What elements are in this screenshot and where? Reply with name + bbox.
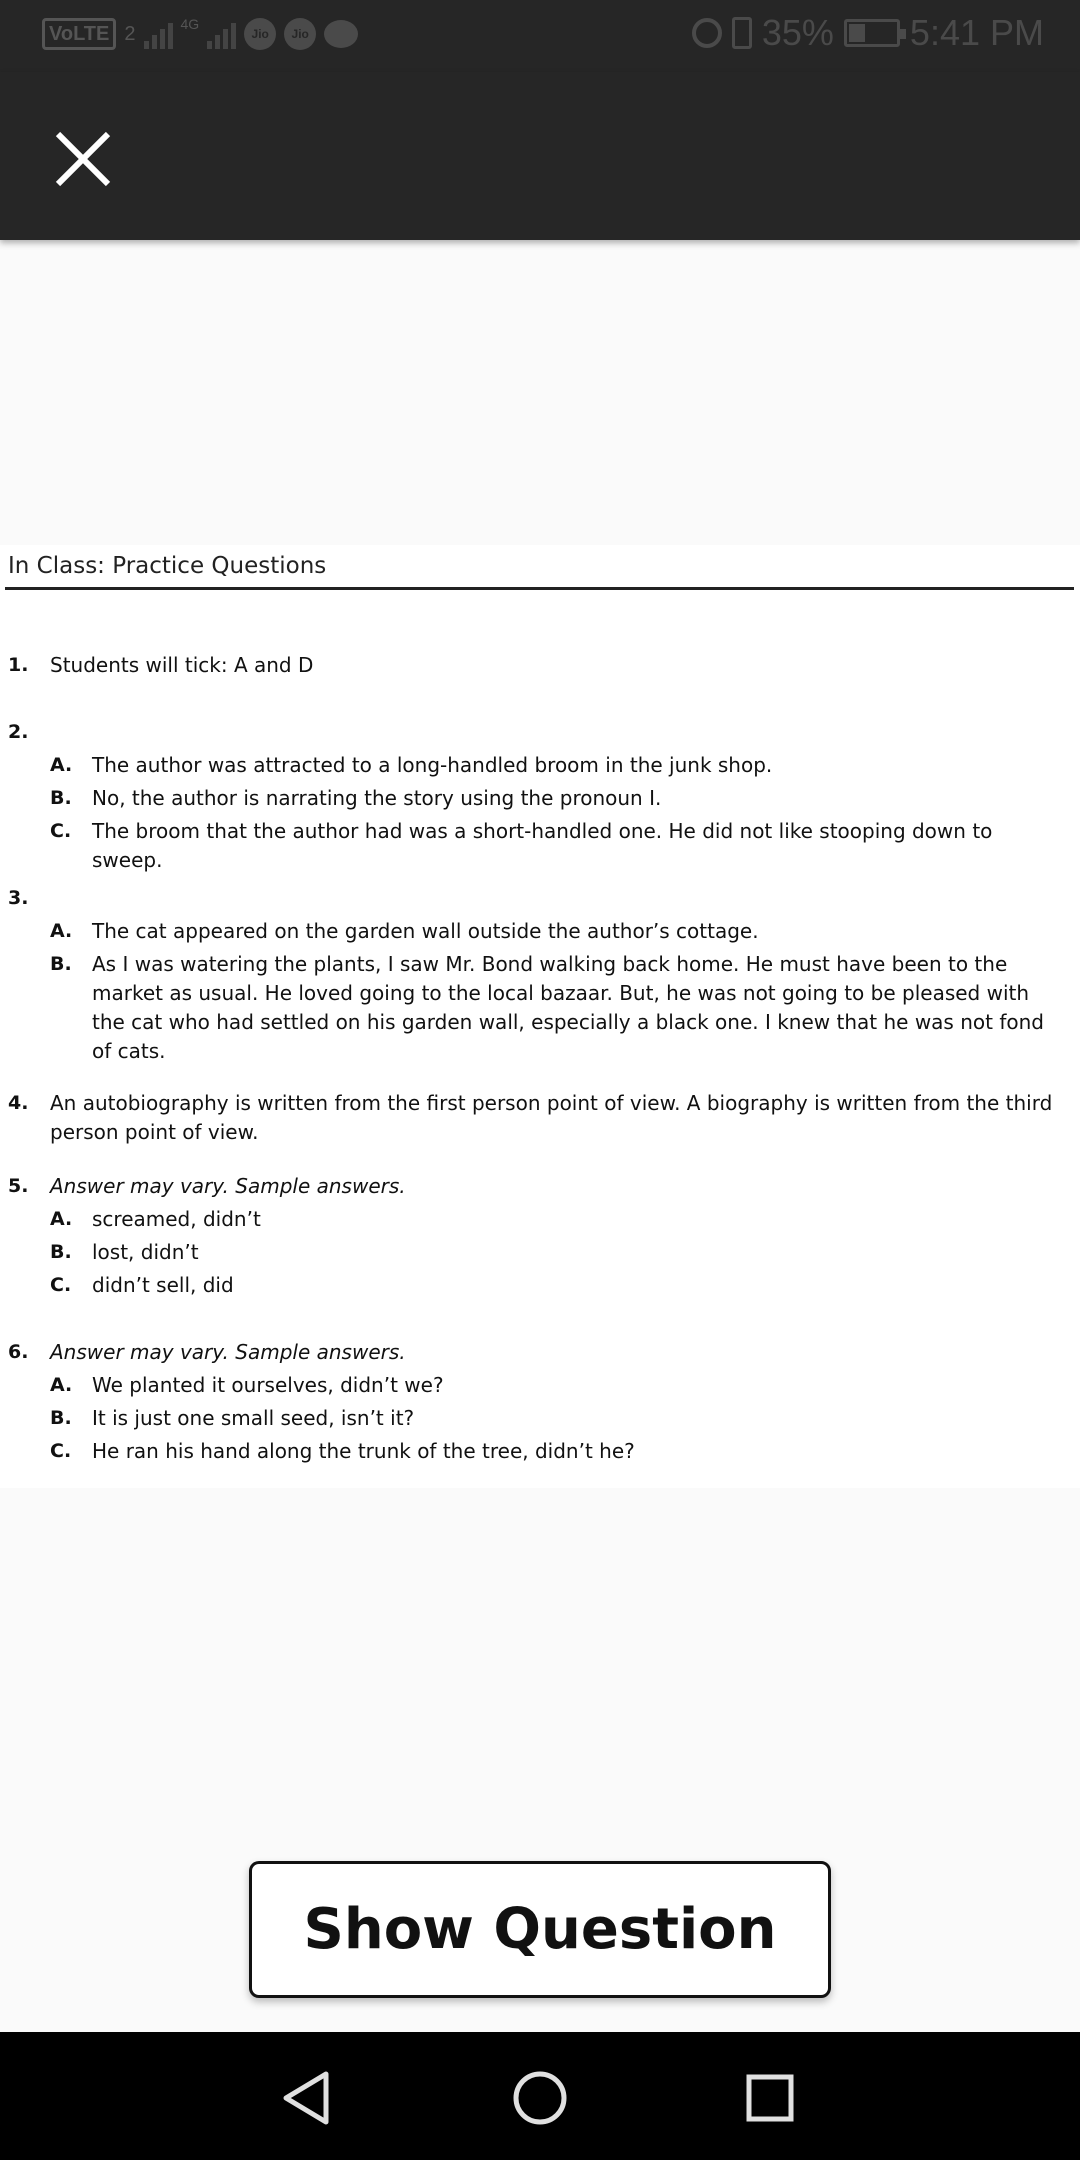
- option-letter: C.: [50, 820, 72, 842]
- option-letter: B.: [50, 1407, 72, 1429]
- option-letter: A.: [50, 754, 73, 776]
- option-text: He ran his hand along the trunk of the tree, didn’t he?: [92, 1439, 635, 1463]
- signal-icon-2: [207, 19, 236, 49]
- back-button[interactable]: [278, 2068, 338, 2128]
- recents-square-icon: [740, 2068, 800, 2128]
- signal-icon: [144, 19, 173, 49]
- document-title: In Class: Practice Questions: [8, 553, 327, 579]
- alarm-icon: [692, 18, 722, 48]
- option-letter: B.: [50, 953, 72, 975]
- question-number: 2.: [8, 721, 29, 743]
- home-circle-icon: [510, 2068, 570, 2128]
- top-toolbar: [0, 72, 1080, 240]
- option-text: lost, didn’t: [92, 1240, 199, 1264]
- option-letter: A.: [50, 1208, 73, 1230]
- option-row: [50, 1205, 1070, 1234]
- jio-icon-2: Jio: [284, 18, 316, 50]
- network-type-label: 4G: [180, 16, 200, 32]
- sim-number: 2: [124, 22, 136, 45]
- recents-button[interactable]: [740, 2068, 800, 2128]
- status-right: [692, 12, 1044, 54]
- answer-document: [0, 545, 1080, 1488]
- option-row: [50, 784, 1070, 813]
- status-bar: [0, 0, 1080, 72]
- navigation-bar: [0, 2032, 1080, 2160]
- title-divider: [5, 587, 1074, 590]
- option-text: The cat appeared on the garden wall outside the author’s cottage.: [92, 919, 759, 943]
- option-row: [50, 751, 1070, 780]
- option-row: [50, 1437, 1070, 1466]
- option-row: [50, 950, 1070, 1066]
- option-text: The author was attracted to a long-handled broom in the junk shop.: [92, 753, 773, 777]
- message-icon: [324, 20, 358, 48]
- close-button[interactable]: [52, 128, 114, 190]
- battery-icon: [844, 19, 900, 47]
- option-letter: B.: [50, 787, 72, 809]
- option-text: As I was watering the plants, I saw Mr. Bond walking back home. He must have been to the market as usual. He loved going to the local bazaar. But, he was not going to be pleased with the cat who had settled on his garden wall, especially a black one. I knew that he was not fond of cats.: [92, 952, 1044, 1063]
- option-text: didn’t sell, did: [92, 1273, 234, 1297]
- option-letter: C.: [50, 1440, 72, 1462]
- option-text: It is just one small seed, isn’t it?: [92, 1406, 415, 1430]
- option-row: [50, 1371, 1070, 1400]
- question-text: Students will tick: A and D: [50, 653, 314, 677]
- battery-percent: 35%: [761, 12, 834, 53]
- question-number: 1.: [8, 654, 29, 676]
- option-letter: B.: [50, 1241, 72, 1263]
- option-row: [50, 1271, 1070, 1300]
- option-text: We planted it ourselves, didn’t we?: [92, 1373, 444, 1397]
- question-text: Answer may vary. Sample answers.: [50, 1340, 406, 1364]
- jio-icon: Jio: [244, 18, 276, 50]
- show-question-button[interactable]: Show Question: [249, 1861, 831, 1998]
- question-text: An autobiography is written from the first person point of view. A biography is written from the third person point of view.: [50, 1091, 1053, 1144]
- option-row: [50, 1404, 1070, 1433]
- option-text: screamed, didn’t: [92, 1207, 261, 1231]
- status-left: [42, 18, 358, 50]
- clock: 5:41 PM: [909, 12, 1044, 53]
- option-row: [50, 917, 1070, 946]
- question-number: 6.: [8, 1341, 29, 1363]
- question-number: 5.: [8, 1175, 29, 1197]
- back-triangle-icon: [278, 2068, 338, 2128]
- question-text: Answer may vary. Sample answers.: [50, 1174, 406, 1198]
- option-row: [50, 1238, 1070, 1267]
- option-letter: A.: [50, 920, 73, 942]
- question-number: 3.: [8, 887, 29, 909]
- option-text: The broom that the author had was a short-handled one. He did not like stooping down to sweep.: [92, 819, 993, 872]
- volte-badge: VoLTE: [42, 18, 116, 50]
- home-button[interactable]: [510, 2068, 570, 2128]
- option-text: No, the author is narrating the story using the pronoun I.: [92, 786, 662, 810]
- option-letter: C.: [50, 1274, 72, 1296]
- question-number: 4.: [8, 1092, 29, 1114]
- option-letter: A.: [50, 1374, 73, 1396]
- option-row: [50, 817, 1070, 875]
- vibrate-icon: [732, 17, 752, 49]
- close-icon: [52, 128, 114, 190]
